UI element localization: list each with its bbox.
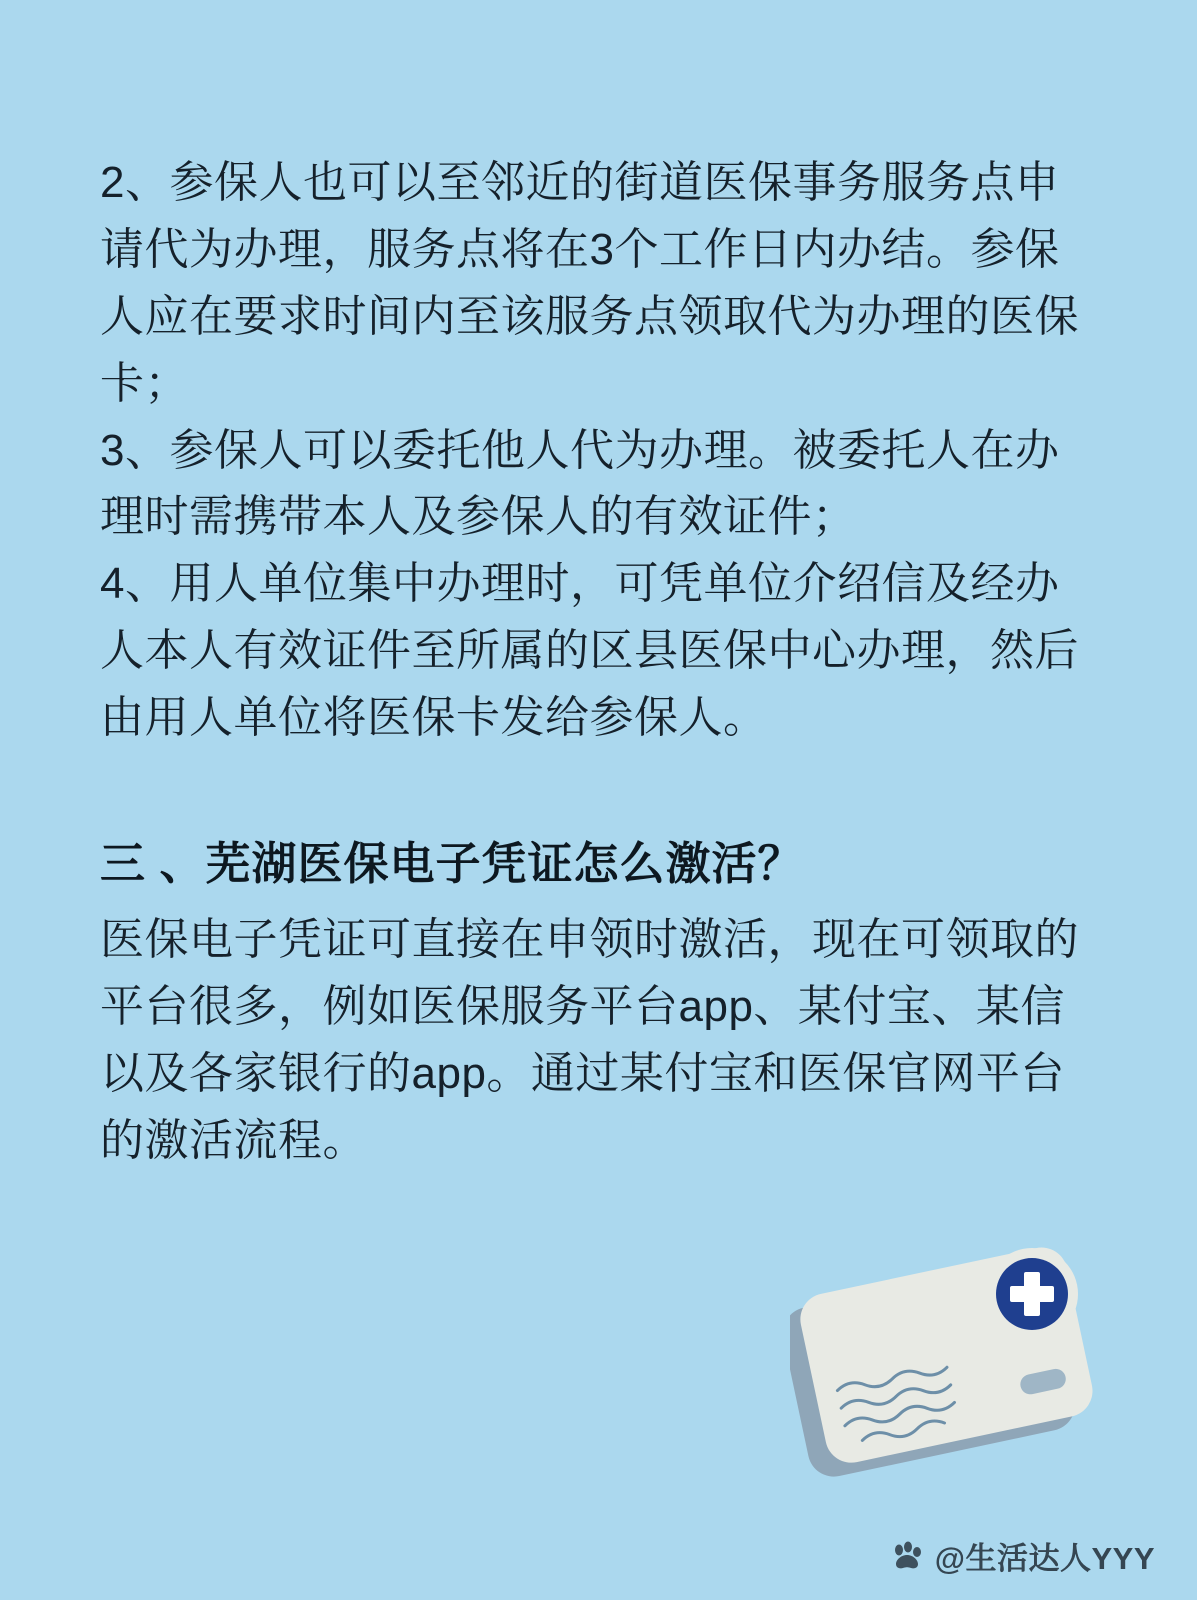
medical-insurance-card-illustration <box>790 1232 1100 1512</box>
section-heading: 三 、芜湖医保电子凭证怎么激活？ <box>100 837 804 889</box>
paragraph-2: 2、参保人也可以至邻近的街道医保事务服务点申请代为办理，服务点将在3个工作日内办结。参保人应在要求时间内至该服务点领取代为办理的医保卡； <box>100 158 1079 408</box>
signature-watermark <box>889 1533 1155 1578</box>
paw-logo-icon <box>889 1538 925 1574</box>
signature-handle: @生活达人YYY <box>934 1541 1155 1576</box>
paragraph-4: 4、用人单位集中办理时，可凭单位介绍信及经办人本人有效证件至所属的区县医保中心办理，然后由用人单位将医保卡发给参保人。 <box>100 559 1079 742</box>
paragraph-3: 3、参保人可以委托他人代为办理。被委托人在办理时需携带本人及参保人的有效证件； <box>100 425 1060 542</box>
section-body-text: 医保电子凭证可直接在申领时激活，现在可领取的平台很多，例如医保服务平台app、某付宝、某信以及各家银行的app。通过某付宝和医保官网平台的激活流程。 <box>100 915 1079 1165</box>
